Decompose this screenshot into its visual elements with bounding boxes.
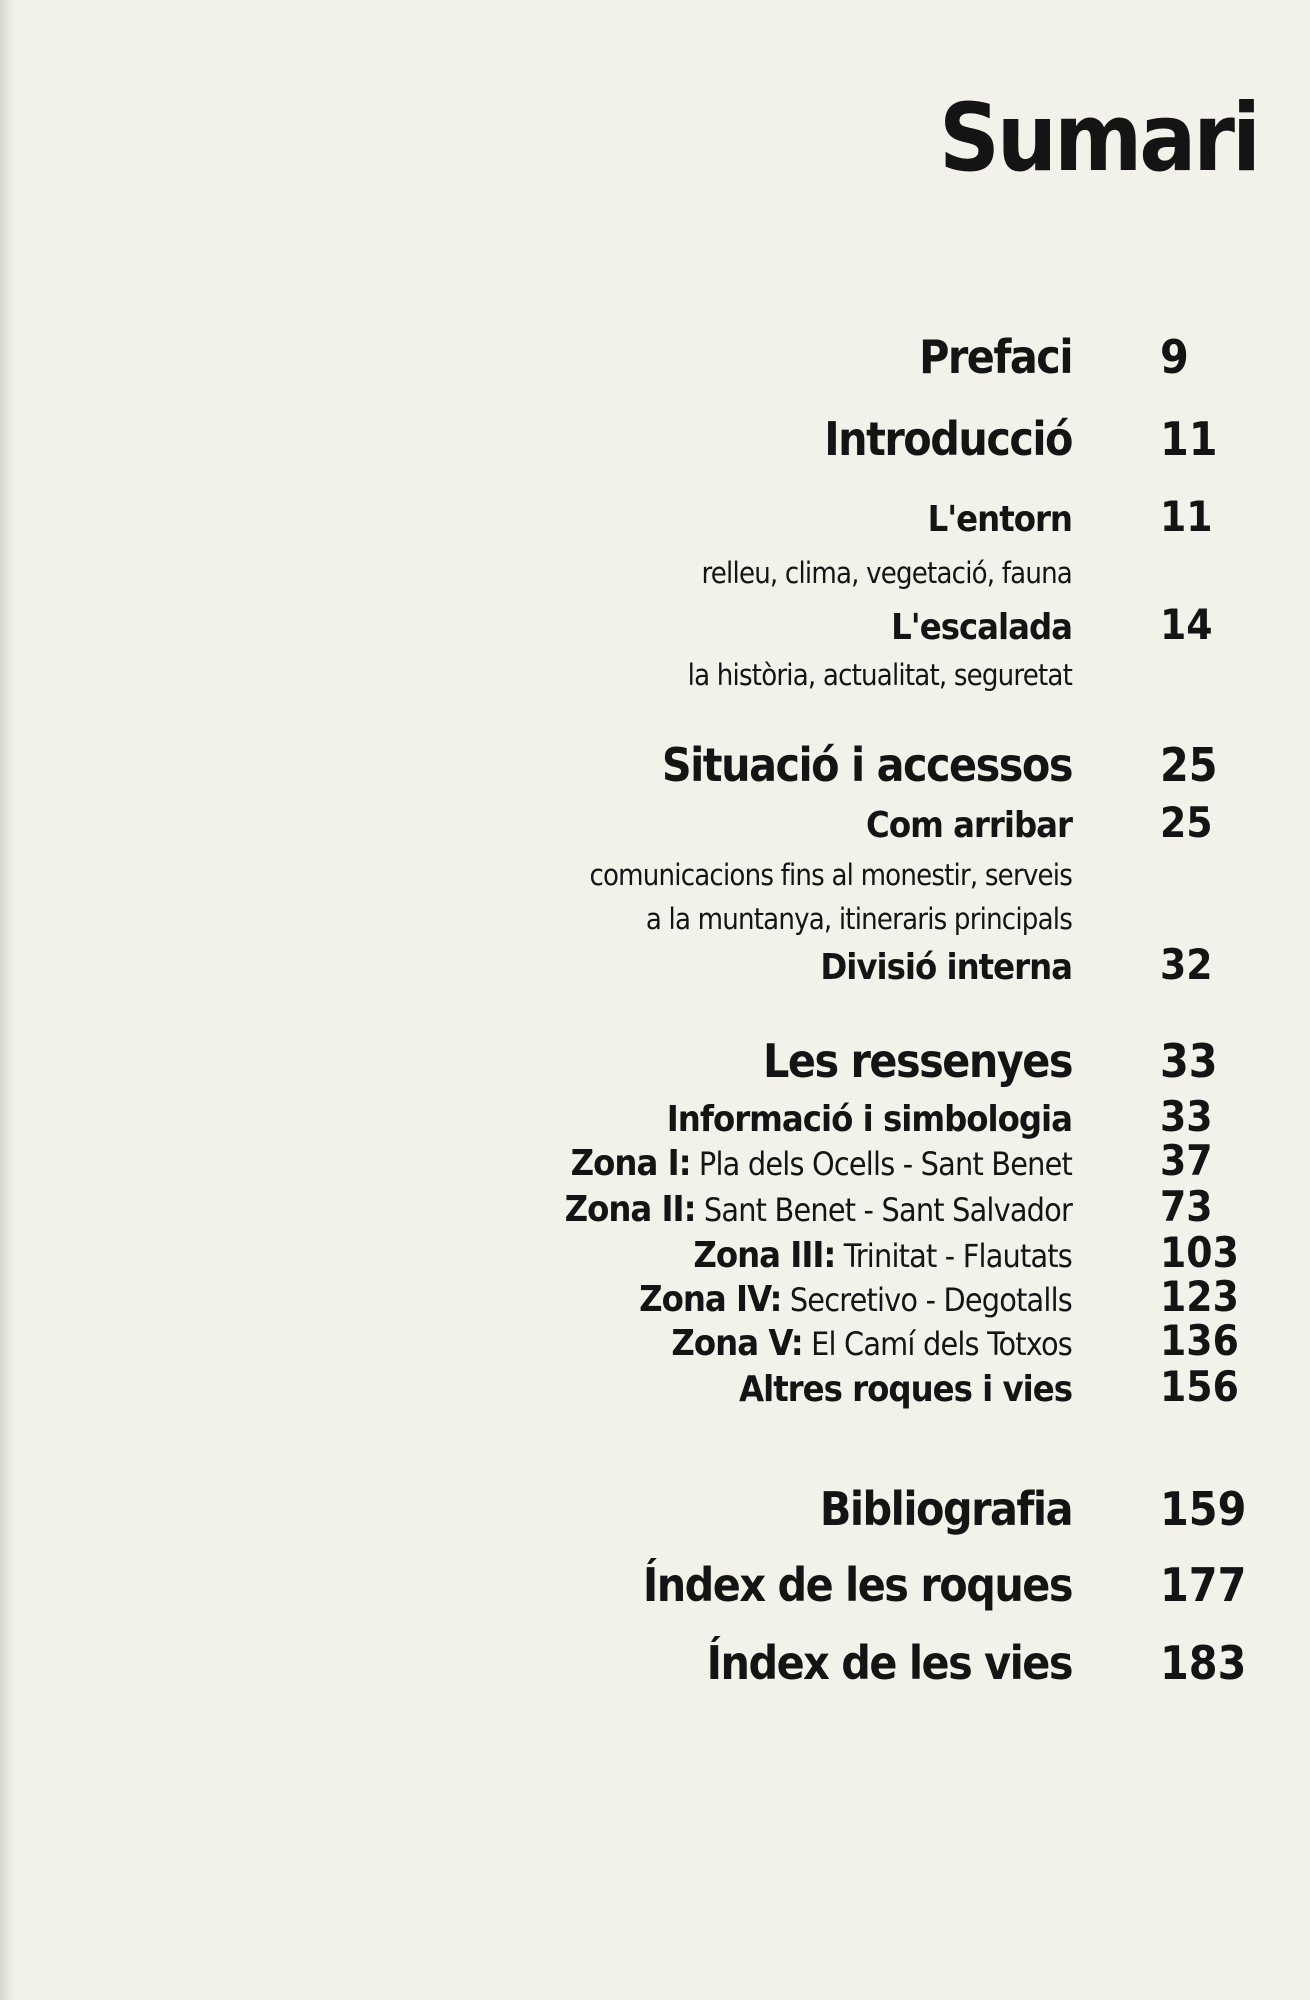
page-edge-shadow: [0, 0, 14, 2000]
toc-entry-label: Altres roques i vies: [739, 1369, 1072, 1410]
toc-entry-altres-roques: [0, 1348, 1310, 1411]
toc-entry-label: Bibliografia: [819, 1482, 1072, 1536]
toc-page-number: 183: [1160, 1636, 1247, 1690]
toc-page-number: 14: [1160, 600, 1213, 649]
toc-entry-label: L'entorn: [927, 499, 1072, 540]
zone-name: Sant Benet - Sant Salvador: [703, 1191, 1072, 1229]
toc-page-number: 73: [1160, 1182, 1213, 1231]
toc-subentry-text: relleu, clima, vegetació, fauna: [701, 556, 1072, 590]
toc-subentry-escalada: [0, 630, 1310, 690]
page-title: Sumari: [939, 84, 1258, 193]
toc-entry-ressenyes: [0, 1024, 1310, 1088]
toc-page-number: 9: [1160, 330, 1189, 384]
toc-entry-bibliografia: [0, 1472, 1310, 1536]
toc-page-number: 159: [1160, 1482, 1247, 1536]
toc-entry-index-roques: [0, 1548, 1310, 1612]
toc-entry-label: Les ressenyes: [763, 1034, 1072, 1088]
zone-label: Zona III:: [693, 1235, 836, 1276]
toc-page-number: 11: [1160, 492, 1213, 541]
toc-page-number: 32: [1160, 940, 1213, 989]
zone-name: El Camí dels Totxos: [811, 1325, 1072, 1363]
toc-subentry-text: comunicacions fins al monestir, serveis: [589, 858, 1072, 892]
zone-label: Zona IV:: [639, 1279, 782, 1320]
toc-page-number: 33: [1160, 1092, 1213, 1141]
toc-entry-label: Índex de les vies: [706, 1636, 1072, 1690]
toc-entry-label: Introducció: [824, 412, 1072, 466]
toc-entry-label: Situació i accessos: [661, 738, 1072, 792]
toc-page-number: 123: [1160, 1272, 1239, 1321]
toc-entry-label: L'escalada: [891, 607, 1072, 648]
toc-page-number: 156: [1160, 1362, 1239, 1411]
toc-page-number: 136: [1160, 1316, 1239, 1365]
toc-subentry-text: a la muntanya, itineraris principals: [645, 902, 1072, 936]
toc-entry-label: Índex de les roques: [642, 1558, 1072, 1612]
toc-entry-label: Prefaci: [919, 330, 1072, 384]
toc-page-number: 11: [1160, 412, 1218, 466]
toc-entry-prefaci: [0, 320, 1310, 384]
zone-label: Zona I:: [570, 1143, 691, 1184]
zone-name: Secretivo - Degotalls: [789, 1281, 1072, 1319]
toc-entry-label: Com arribar: [866, 805, 1072, 846]
zone-label: Zona V:: [671, 1323, 803, 1364]
zone-label: Zona II:: [564, 1189, 696, 1230]
toc-subentry-text: la història, actualitat, seguretat: [687, 658, 1072, 692]
toc-page-number: 33: [1160, 1034, 1218, 1088]
toc-entry-label: Divisió interna: [820, 947, 1072, 988]
toc-entry-divisio-interna: [0, 926, 1310, 989]
zone-name: Trinitat - Flautats: [843, 1237, 1072, 1275]
toc-entry-introduccio: [0, 402, 1310, 466]
toc-subentry-com-arribar-2: [0, 874, 1310, 934]
toc-page-number: 25: [1160, 798, 1213, 847]
toc-page-number: 37: [1160, 1136, 1213, 1185]
toc-entry-index-vies: [0, 1626, 1310, 1690]
toc-page-number: 103: [1160, 1228, 1239, 1277]
toc-entry-situacio: [0, 728, 1310, 792]
zone-name: Pla dels Ocells - Sant Benet: [698, 1145, 1072, 1183]
toc-page-number: 25: [1160, 738, 1218, 792]
toc-entry-label: Informació i simbologia: [666, 1099, 1072, 1140]
toc-page-number: 177: [1160, 1558, 1247, 1612]
toc-subentry-entorn: [0, 528, 1310, 588]
